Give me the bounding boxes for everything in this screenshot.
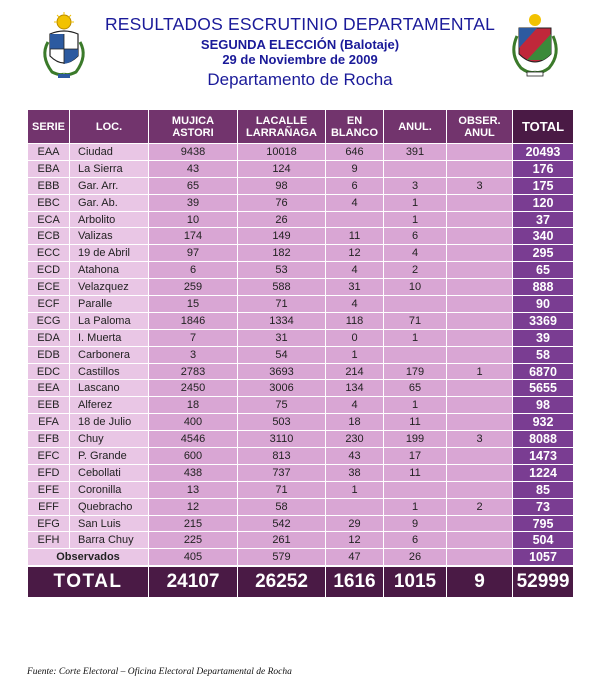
cell-total: 39 (513, 329, 574, 346)
table-row (28, 431, 574, 448)
cell-lacalle: 58 (238, 498, 326, 515)
cell-total: 340 (513, 228, 574, 245)
cell-mujica: 2450 (149, 380, 238, 397)
cell-mujica: 438 (149, 464, 238, 481)
election-date: 29 de Noviembre de 2009 (222, 52, 378, 67)
cell-blanco: 0 (326, 329, 384, 346)
cell-anul: 10 (384, 279, 447, 296)
col-header-lacalle-line1: LACALLE (255, 114, 308, 127)
cell-loc: 19 de Abril (70, 245, 149, 262)
cell-loc: Arbolito (70, 211, 149, 228)
cell-anul: 9 (384, 515, 447, 532)
cell-serie: EEA (28, 380, 70, 397)
cell-lacalle: 737 (238, 464, 326, 481)
cell-total: 1473 (513, 448, 574, 465)
cell-mujica: 4546 (149, 431, 238, 448)
col-header-blanco-line1: EN (346, 114, 363, 127)
cell-serie: ECG (28, 312, 70, 329)
cell-anul: 71 (384, 312, 447, 329)
cell-blanco: 1 (326, 346, 384, 363)
cell-lacalle: 261 (238, 532, 326, 549)
cell-total: 73 (513, 498, 574, 515)
cell-total: 120 (513, 194, 574, 211)
cell-serie: EFD (28, 464, 70, 481)
cell-obser (447, 279, 513, 296)
cell-total: 8088 (513, 431, 574, 448)
table-row (28, 160, 574, 177)
cell-total: 58 (513, 346, 574, 363)
table-row (28, 397, 574, 414)
cell-total: 3369 (513, 312, 574, 329)
cell-loc: I. Muerta (70, 329, 149, 346)
cell-serie: EFB (28, 431, 70, 448)
totals-blanco: 1616 (326, 566, 384, 598)
cell-total: 85 (513, 481, 574, 498)
col-header-obser-line2: ANUL (464, 126, 495, 139)
cell-blanco: 118 (326, 312, 384, 329)
table-row (28, 228, 574, 245)
cell-lacalle: 26 (238, 211, 326, 228)
table-row (28, 144, 574, 161)
cell-lacalle: 76 (238, 194, 326, 211)
cell-mujica: 97 (149, 245, 238, 262)
cell-obser (447, 211, 513, 228)
totals-row (28, 566, 574, 598)
source-note: Fuente: Corte Electoral – Oficina Electoral Departamental de Rocha (27, 667, 292, 677)
col-header-blanco-line2: BLANCO (330, 126, 379, 139)
cell-total: 176 (513, 160, 574, 177)
cell-lacalle: 149 (238, 228, 326, 245)
cell-mujica: 600 (149, 448, 238, 465)
cell-obser (447, 160, 513, 177)
cell-loc: Carbonera (70, 346, 149, 363)
cell-anul (384, 296, 447, 313)
cell-lacalle: 503 (238, 414, 326, 431)
table-row (28, 498, 574, 515)
cell-serie: EFH (28, 532, 70, 549)
cell-serie: EDB (28, 346, 70, 363)
cell-total: 20493 (513, 144, 574, 161)
cell-blanco: 230 (326, 431, 384, 448)
cell-blanco: 646 (326, 144, 384, 161)
table-row (28, 177, 574, 194)
cell-lacalle: 124 (238, 160, 326, 177)
cell-obser (447, 414, 513, 431)
rocha-coat-of-arms-icon (507, 12, 563, 84)
cell-blanco: 43 (326, 448, 384, 465)
cell-obser: 3 (447, 431, 513, 448)
cell-obser (447, 245, 513, 262)
cell-mujica: 43 (149, 160, 238, 177)
cell-blanco: 29 (326, 515, 384, 532)
uruguay-coat-of-arms-icon (36, 12, 92, 84)
cell-total: 295 (513, 245, 574, 262)
cell-blanco: 38 (326, 464, 384, 481)
observados-blanco: 47 (326, 549, 384, 566)
table-row (28, 245, 574, 262)
cell-loc: Lascano (70, 380, 149, 397)
col-header-mujica-line2: ASTORI (172, 126, 214, 139)
cell-loc: La Sierra (70, 160, 149, 177)
table-row (28, 346, 574, 363)
cell-lacalle: 75 (238, 397, 326, 414)
cell-total: 1224 (513, 464, 574, 481)
cell-total: 90 (513, 296, 574, 313)
cell-serie: EBC (28, 194, 70, 211)
cell-loc: Ciudad (70, 144, 149, 161)
cell-anul: 6 (384, 228, 447, 245)
cell-mujica: 225 (149, 532, 238, 549)
col-header-total: TOTAL (513, 110, 574, 144)
cell-total: 5655 (513, 380, 574, 397)
cell-lacalle: 3110 (238, 431, 326, 448)
cell-loc: Chuy (70, 431, 149, 448)
cell-loc: Gar. Arr. (70, 177, 149, 194)
results-table (27, 109, 574, 598)
cell-obser (447, 481, 513, 498)
cell-loc: Velazquez (70, 279, 149, 296)
cell-loc: P. Grande (70, 448, 149, 465)
cell-loc: Gar. Ab. (70, 194, 149, 211)
col-header-obser-line1: OBSER. (458, 114, 501, 127)
cell-anul: 65 (384, 380, 447, 397)
totals-anul: 1015 (384, 566, 447, 598)
col-header-mujica (149, 110, 238, 144)
cell-obser (447, 144, 513, 161)
cell-mujica: 39 (149, 194, 238, 211)
cell-obser: 1 (447, 363, 513, 380)
cell-serie: EAA (28, 144, 70, 161)
cell-lacalle: 813 (238, 448, 326, 465)
cell-blanco: 4 (326, 262, 384, 279)
department-name: Departamento de Rocha (207, 70, 393, 89)
cell-anul: 11 (384, 464, 447, 481)
observados-total: 1057 (513, 549, 574, 566)
cell-lacalle: 98 (238, 177, 326, 194)
cell-obser: 3 (447, 177, 513, 194)
cell-obser (447, 296, 513, 313)
cell-obser (447, 262, 513, 279)
cell-mujica: 13 (149, 481, 238, 498)
cell-anul: 1 (384, 498, 447, 515)
page-subtitle: SEGUNDA ELECCIÓN (Balotaje) (200, 37, 400, 52)
table-row (28, 380, 574, 397)
cell-total: 6870 (513, 363, 574, 380)
cell-blanco: 214 (326, 363, 384, 380)
cell-obser (447, 194, 513, 211)
cell-total: 37 (513, 211, 574, 228)
cell-obser (447, 515, 513, 532)
cell-anul: 391 (384, 144, 447, 161)
cell-obser (447, 448, 513, 465)
cell-loc: Castillos (70, 363, 149, 380)
cell-mujica: 18 (149, 397, 238, 414)
page-title: RESULTADOS ESCRUTINIO DEPARTAMENTAL (104, 14, 496, 34)
cell-obser (447, 312, 513, 329)
cell-serie: ECE (28, 279, 70, 296)
cell-mujica: 15 (149, 296, 238, 313)
cell-blanco: 11 (326, 228, 384, 245)
cell-serie: EBA (28, 160, 70, 177)
cell-mujica: 1846 (149, 312, 238, 329)
cell-obser: 2 (447, 498, 513, 515)
cell-mujica: 400 (149, 414, 238, 431)
cell-mujica: 259 (149, 279, 238, 296)
cell-serie: EFG (28, 515, 70, 532)
cell-serie: ECA (28, 211, 70, 228)
cell-obser (447, 397, 513, 414)
cell-lacalle: 542 (238, 515, 326, 532)
cell-loc: Paralle (70, 296, 149, 313)
table-row (28, 312, 574, 329)
cell-serie: EDC (28, 363, 70, 380)
col-header-anul: ANUL. (384, 110, 447, 144)
cell-loc: 18 de Julio (70, 414, 149, 431)
cell-serie: EBB (28, 177, 70, 194)
cell-mujica: 12 (149, 498, 238, 515)
table-row (28, 532, 574, 549)
cell-mujica: 9438 (149, 144, 238, 161)
cell-anul (384, 346, 447, 363)
table-header-row (28, 110, 574, 144)
col-header-loc: LOC. (70, 110, 149, 144)
cell-total: 888 (513, 279, 574, 296)
cell-anul: 17 (384, 448, 447, 465)
cell-loc: Cebollati (70, 464, 149, 481)
cell-mujica: 2783 (149, 363, 238, 380)
cell-total: 175 (513, 177, 574, 194)
observados-row (28, 549, 574, 566)
observados-anul: 26 (384, 549, 447, 566)
cell-loc: Valizas (70, 228, 149, 245)
observados-lacalle: 579 (238, 549, 326, 566)
cell-serie: ECB (28, 228, 70, 245)
cell-serie: ECF (28, 296, 70, 313)
cell-total: 795 (513, 515, 574, 532)
cell-blanco (326, 211, 384, 228)
cell-blanco: 4 (326, 296, 384, 313)
cell-total: 504 (513, 532, 574, 549)
table-row (28, 464, 574, 481)
cell-lacalle: 3006 (238, 380, 326, 397)
cell-blanco: 9 (326, 160, 384, 177)
col-header-serie: SERIE (28, 110, 70, 144)
cell-blanco: 1 (326, 481, 384, 498)
totals-total: 52999 (513, 566, 574, 598)
cell-total: 98 (513, 397, 574, 414)
cell-loc: Atahona (70, 262, 149, 279)
cell-total: 932 (513, 414, 574, 431)
table-row (28, 211, 574, 228)
cell-obser (447, 380, 513, 397)
table-row (28, 194, 574, 211)
observados-mujica: 405 (149, 549, 238, 566)
cell-obser (447, 532, 513, 549)
col-header-obser (447, 110, 513, 144)
cell-mujica: 3 (149, 346, 238, 363)
table-row (28, 296, 574, 313)
cell-anul: 1 (384, 211, 447, 228)
cell-blanco: 12 (326, 532, 384, 549)
cell-mujica: 174 (149, 228, 238, 245)
cell-obser (447, 329, 513, 346)
cell-blanco: 4 (326, 194, 384, 211)
cell-anul: 4 (384, 245, 447, 262)
cell-blanco: 4 (326, 397, 384, 414)
table-row (28, 262, 574, 279)
cell-serie: ECC (28, 245, 70, 262)
cell-blanco (326, 498, 384, 515)
totals-lacalle: 26252 (238, 566, 326, 598)
cell-lacalle: 53 (238, 262, 326, 279)
cell-mujica: 6 (149, 262, 238, 279)
cell-anul: 6 (384, 532, 447, 549)
cell-lacalle: 1334 (238, 312, 326, 329)
cell-lacalle: 71 (238, 481, 326, 498)
table-row (28, 279, 574, 296)
cell-anul: 2 (384, 262, 447, 279)
cell-anul (384, 481, 447, 498)
table-row (28, 329, 574, 346)
cell-lacalle: 71 (238, 296, 326, 313)
cell-anul: 199 (384, 431, 447, 448)
cell-blanco: 134 (326, 380, 384, 397)
cell-lacalle: 3693 (238, 363, 326, 380)
cell-loc: San Luis (70, 515, 149, 532)
cell-anul: 1 (384, 194, 447, 211)
cell-blanco: 18 (326, 414, 384, 431)
cell-mujica: 7 (149, 329, 238, 346)
cell-lacalle: 588 (238, 279, 326, 296)
cell-lacalle: 54 (238, 346, 326, 363)
cell-blanco: 12 (326, 245, 384, 262)
cell-loc: La Paloma (70, 312, 149, 329)
cell-blanco: 6 (326, 177, 384, 194)
page-header (0, 0, 600, 100)
col-header-blanco (326, 110, 384, 144)
cell-serie: EFE (28, 481, 70, 498)
cell-loc: Alferez (70, 397, 149, 414)
cell-serie: EEB (28, 397, 70, 414)
cell-serie: EFC (28, 448, 70, 465)
cell-lacalle: 182 (238, 245, 326, 262)
table-row (28, 363, 574, 380)
cell-mujica: 215 (149, 515, 238, 532)
col-header-mujica-line1: MUJICA (171, 114, 215, 127)
cell-lacalle: 10018 (238, 144, 326, 161)
cell-obser (447, 228, 513, 245)
cell-anul: 1 (384, 329, 447, 346)
cell-loc: Barra Chuy (70, 532, 149, 549)
cell-lacalle: 31 (238, 329, 326, 346)
table-row (28, 481, 574, 498)
cell-obser (447, 346, 513, 363)
cell-loc: Coronilla (70, 481, 149, 498)
col-header-lacalle-line2: LARRAÑAGA (246, 126, 317, 139)
totals-mujica: 24107 (149, 566, 238, 598)
cell-serie: EFA (28, 414, 70, 431)
totals-label: TOTAL (28, 566, 149, 598)
cell-mujica: 10 (149, 211, 238, 228)
cell-obser (447, 464, 513, 481)
cell-anul: 1 (384, 397, 447, 414)
cell-serie: EFF (28, 498, 70, 515)
table-row (28, 414, 574, 431)
cell-loc: Quebracho (70, 498, 149, 515)
cell-total: 65 (513, 262, 574, 279)
totals-obser: 9 (447, 566, 513, 598)
cell-anul: 3 (384, 177, 447, 194)
table-row (28, 515, 574, 532)
cell-anul: 179 (384, 363, 447, 380)
cell-serie: ECD (28, 262, 70, 279)
cell-anul: 11 (384, 414, 447, 431)
observados-label: Observados (28, 549, 149, 566)
col-header-lacalle (238, 110, 326, 144)
table-row (28, 448, 574, 465)
cell-blanco: 31 (326, 279, 384, 296)
observados-obser (447, 549, 513, 566)
cell-mujica: 65 (149, 177, 238, 194)
cell-serie: EDA (28, 329, 70, 346)
cell-anul (384, 160, 447, 177)
